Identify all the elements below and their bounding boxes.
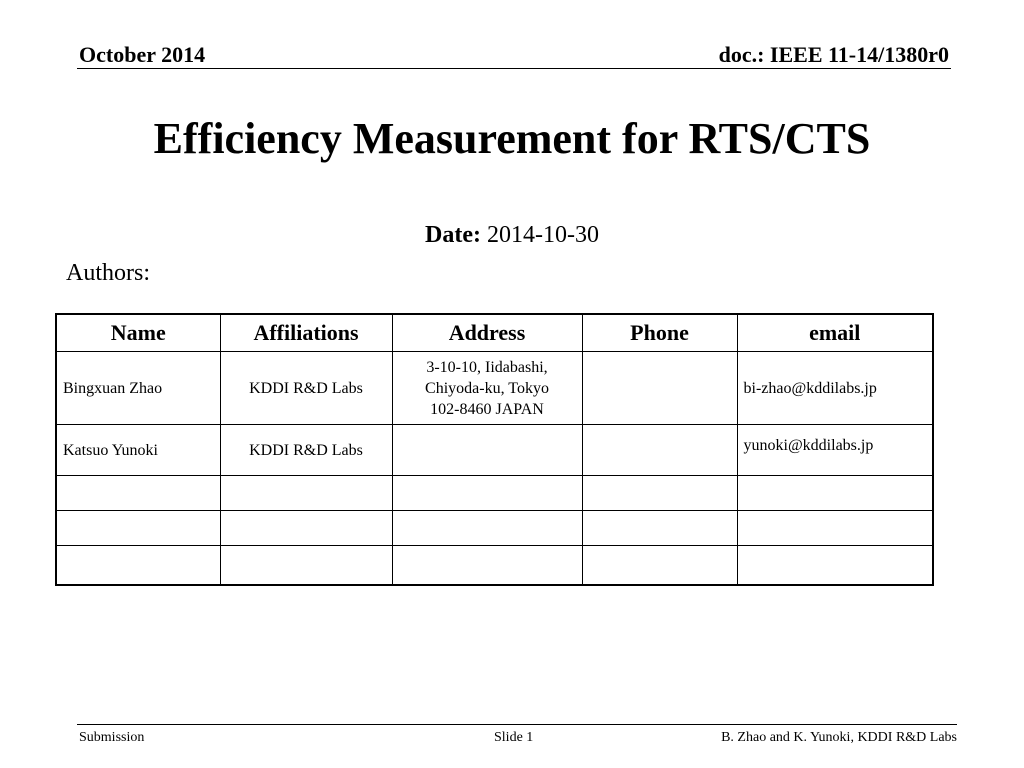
author-address bbox=[392, 425, 582, 476]
header-divider bbox=[77, 68, 951, 69]
address-line: Chiyoda-ku, Tokyo bbox=[425, 379, 549, 397]
author-affiliation bbox=[220, 511, 392, 546]
slide-date-line bbox=[0, 220, 1024, 250]
column-header-email: email bbox=[737, 314, 933, 352]
author-phone bbox=[582, 511, 737, 546]
author-name bbox=[56, 476, 220, 511]
author-name bbox=[56, 511, 220, 546]
table-row bbox=[56, 352, 933, 425]
footer-divider bbox=[77, 724, 957, 725]
table-header-row bbox=[56, 314, 933, 352]
author-phone bbox=[582, 352, 737, 425]
table-row bbox=[56, 546, 933, 586]
author-affiliation: KDDI R&D Labs bbox=[220, 425, 392, 476]
author-phone bbox=[582, 476, 737, 511]
author-affiliation bbox=[220, 546, 392, 586]
author-name: Katsuo Yunoki bbox=[56, 425, 220, 476]
table-row bbox=[56, 425, 933, 476]
date-label: Date: bbox=[425, 222, 481, 248]
table-row bbox=[56, 511, 933, 546]
footer-slide-number: Slide 1 bbox=[494, 730, 534, 745]
author-affiliation bbox=[220, 476, 392, 511]
footer-submission: Submission bbox=[79, 730, 145, 745]
address-line: 3-10-10, Iidabashi, bbox=[426, 358, 548, 376]
author-phone bbox=[582, 546, 737, 586]
author-email bbox=[737, 476, 933, 511]
author-name: Bingxuan Zhao bbox=[56, 352, 220, 425]
author-address bbox=[392, 476, 582, 511]
column-header-phone: Phone bbox=[582, 314, 737, 352]
author-affiliation: KDDI R&D Labs bbox=[220, 352, 392, 425]
date-value: 2014-10-30 bbox=[486, 222, 599, 248]
column-header-name: Name bbox=[56, 314, 220, 352]
slide-title: Efficiency Measurement for RTS/CTS bbox=[153, 114, 871, 163]
author-email bbox=[737, 511, 933, 546]
author-email: yunoki@kddilabs.jp bbox=[737, 425, 933, 476]
authors-table bbox=[55, 313, 934, 586]
address-line: 102-8460 JAPAN bbox=[430, 400, 544, 418]
author-address bbox=[392, 511, 582, 546]
header-date: October 2014 bbox=[79, 42, 206, 67]
column-header-affiliations: Affiliations bbox=[220, 314, 392, 352]
footer-authors: B. Zhao and K. Yunoki, KDDI R&D Labs bbox=[721, 730, 957, 745]
author-email bbox=[737, 546, 933, 586]
table-row bbox=[56, 476, 933, 511]
author-address bbox=[392, 546, 582, 586]
author-phone bbox=[582, 425, 737, 476]
author-address bbox=[392, 352, 582, 425]
header-doc-id: doc.: IEEE 11-14/1380r0 bbox=[718, 42, 949, 67]
column-header-address: Address bbox=[392, 314, 582, 352]
author-name bbox=[56, 546, 220, 586]
authors-label: Authors: bbox=[66, 260, 150, 286]
author-email: bi-zhao@kddilabs.jp bbox=[737, 352, 933, 425]
